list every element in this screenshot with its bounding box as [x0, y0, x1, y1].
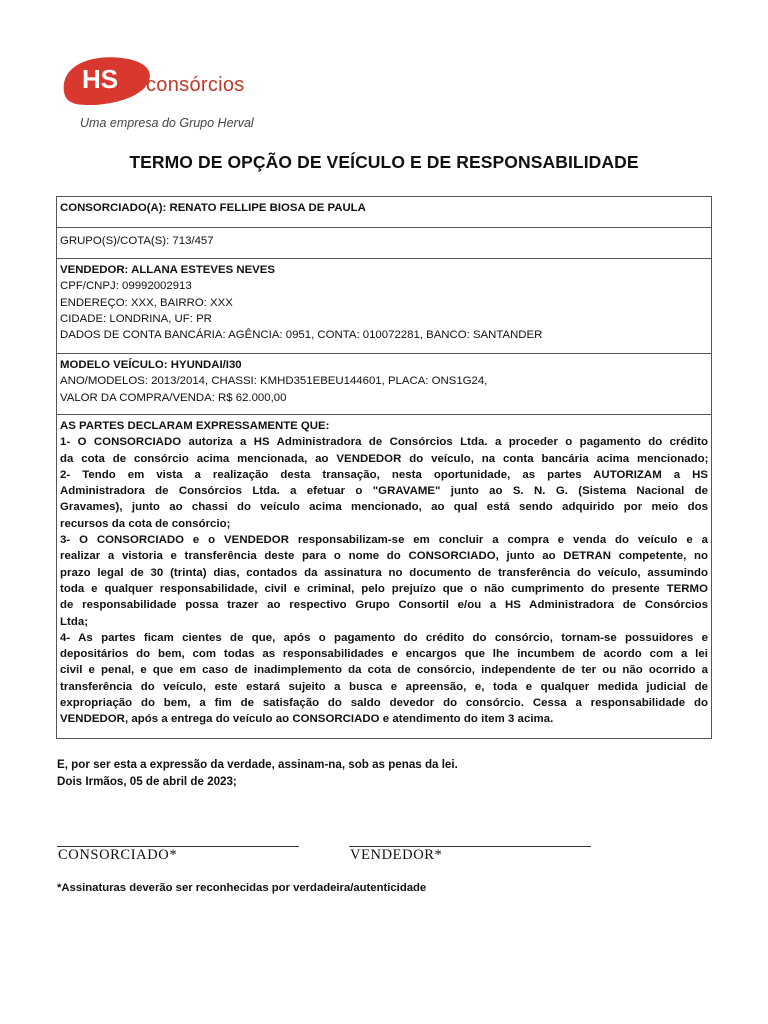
declaracao-line: depositários do bem, com todas as responsabilidades e encargos que lhe incumbem de acordo com a lei — [60, 648, 708, 661]
closing-statement — [57, 756, 458, 790]
declaracao-line: Ltda; — [60, 615, 89, 628]
consorciado-signature-label: CONSORCIADO* — [58, 847, 178, 863]
declaracao-line: recursos da cota de consórcio; — [60, 517, 231, 530]
declaracao-line: realizar a vistoria e transferência deste para o nome do CONSORCIADO, junto ao DETRAN competente, no — [60, 550, 708, 563]
declaracao-line: VENDEDOR, após a entrega do veículo ao CONSORCIADO e atendimento do item 3 acima. — [60, 713, 554, 726]
declaracao-line: expropriação do bem, a fim de satisfação do saldo devedor do consórcio. Cessa a responsabilidade do — [60, 697, 708, 710]
consorciado-line: CONSORCIADO(A): RENATO FELLIPE BIOSA DE PAULA — [60, 202, 366, 214]
vendedor-name: VENDEDOR: ALLANA ESTEVES NEVES — [60, 264, 275, 276]
veiculo-modelo: MODELO VEÍCULO: HYUNDAI/I30 — [60, 359, 242, 371]
logo-hs-text: HS — [82, 64, 119, 94]
declaracao-heading: AS PARTES DECLARAM EXPRESSAMENTE QUE: — [60, 420, 330, 432]
closing-line-1: E, por ser esta a expressão da verdade, assinam-na, sob as penas da lei. — [57, 758, 458, 771]
declaracao-text — [60, 434, 708, 727]
logo-tagline: Uma empresa do Grupo Herval — [80, 116, 254, 130]
vendedor-cidade: CIDADE: LONDRINA, UF: PR — [60, 312, 212, 325]
vendedor-conta: DADOS DE CONTA BANCÁRIA: AGÊNCIA: 0951, CONTA: 010072281, BANCO: SANTANDER — [60, 329, 543, 342]
signature-footnote: *Assinaturas deverão ser reconhecidas por verdadeira/autenticidade — [57, 882, 427, 894]
veiculo-valor: VALOR DA COMPRA/VENDA: R$ 62.000,00 — [60, 391, 287, 404]
declaracao-line: prazo legal de 30 (trinta) dias, contados da assinatura no documento de transferência do veículo, assumindo — [60, 566, 708, 579]
declaracao-line: toda e qualquer responsabilidade, civil e criminal, pelo prejuízo que o não cumprimento do presente TERMO — [60, 582, 708, 595]
veiculo-ano: ANO/MODELOS: 2013/2014, CHASSI: KMHD351EBEU144601, PLACA: ONS1G24, — [60, 375, 488, 388]
document-title: TERMO DE OPÇÃO DE VEÍCULO E DE RESPONSABILIDADE — [129, 152, 639, 172]
grupo-cota-section — [56, 227, 712, 259]
declaracao-line: 1- O CONSORCIADO autoriza a HS Administradora de Consórcios Ltda. a proceder o pagamento do crédito — [60, 436, 708, 449]
vendedor-signature-label: VENDEDOR* — [350, 847, 443, 863]
consorciado-section — [56, 196, 712, 228]
declaracao-line: civil e penal, e que em caso de inadimplemento da cota de consórcio, independente de ter ou não ocorrido a — [60, 664, 708, 677]
declaracao-line: Administradora de Consórcios Ltda. a efetuar o "GRAVAME" junto ao S. N. G. (Sistema Nacional de — [60, 485, 708, 498]
declaracao-line: 4- As partes ficam cientes de que, após o pagamento do crédito do consórcio, tornam-se possuidores e — [60, 631, 708, 644]
declaracao-line: transferência do veículo, este estará sujeito a busca e apreensão, e, toda e qualquer medida judicial de — [60, 680, 708, 693]
logo-brand-text: consórcios — [146, 74, 245, 96]
declaracao-line: 3- O CONSORCIADO e o VENDEDOR responsabilizam-se em concluir a compra e venda do veículo e a — [60, 534, 708, 547]
vendedor-section — [56, 258, 712, 354]
grupo-cota-line: GRUPO(S)/COTA(S): 713/457 — [60, 235, 214, 247]
company-logo — [60, 52, 280, 132]
vendedor-cpf: CPF/CNPJ: 09992002913 — [60, 280, 192, 293]
vendedor-endereco: ENDEREÇO: XXX, BAIRRO: XXX — [60, 296, 233, 309]
declaracao-line: de responsabilidade possa trazer ao respectivo Grupo Consortil e/ou a HS Administradora de Consórcios — [60, 599, 708, 612]
declaracao-section — [56, 414, 712, 739]
closing-date: Dois Irmãos, 05 de abril de 2023; — [57, 775, 237, 788]
veiculo-section — [56, 353, 712, 415]
declaracao-line: da cota de consórcio acima mencionada, ao VENDEDOR do veículo, na conta bancária acima mencionado; — [60, 452, 709, 465]
declaracao-line: Gravames), junto ao chassi do veículo acima mencionado, ao qual está sendo adquirido por meio dos — [60, 501, 708, 514]
declaracao-line: 2- Tendo em vista a realização desta transação, nesta oportunidade, as partes AUTORIZAM a HS — [60, 468, 708, 481]
